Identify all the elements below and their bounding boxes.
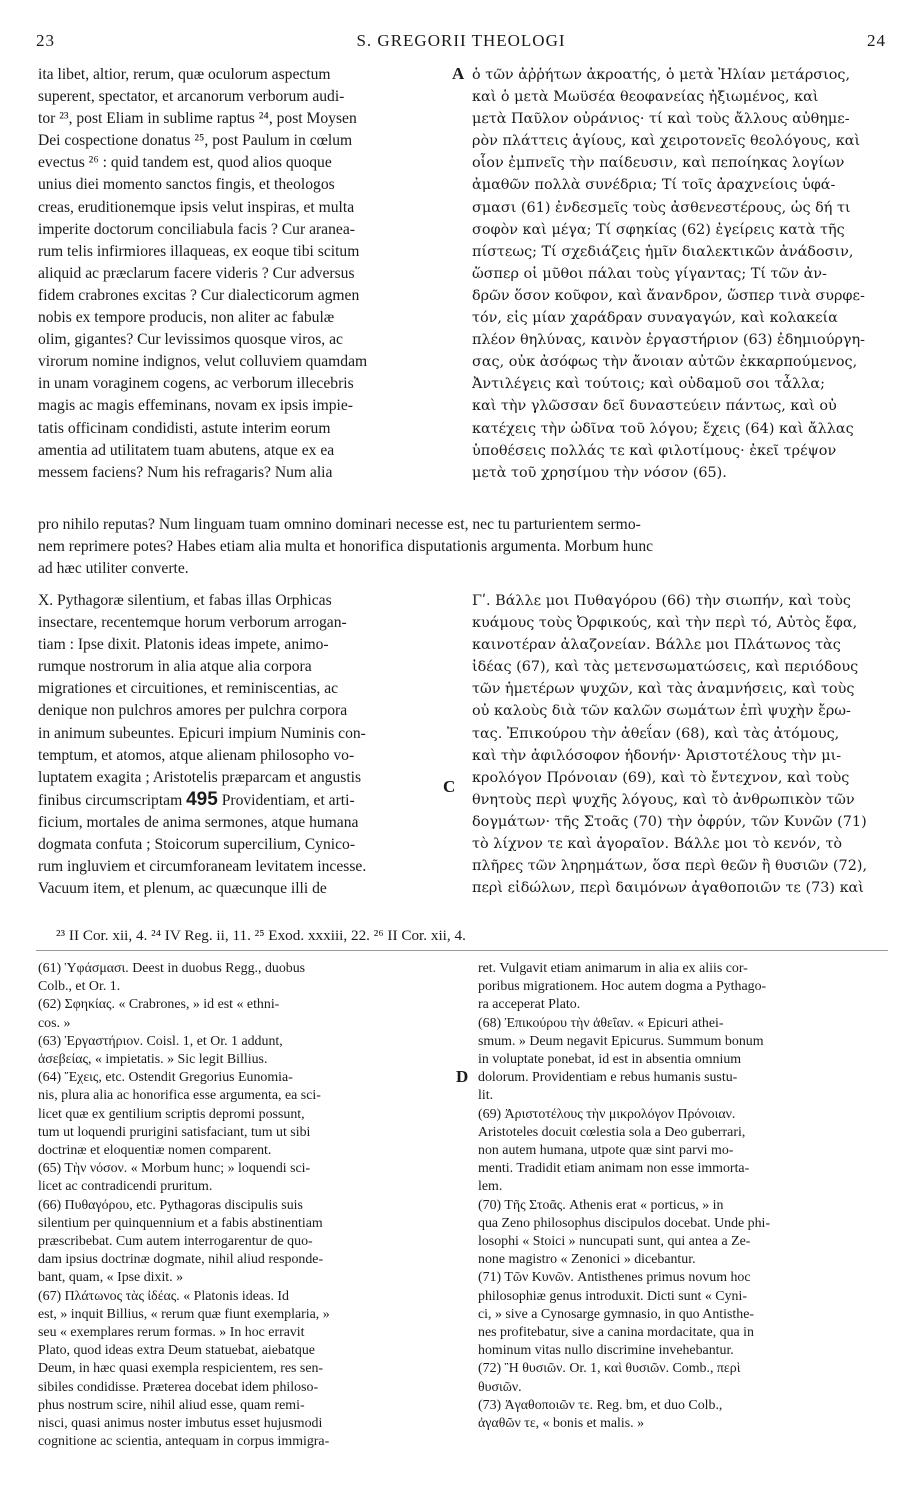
greek-text-line: κατέχεις τὴν ὠδῖνα τοῦ λόγου; ἔχεις (64) καὶ ἄλλας [472,420,854,437]
notes-left-column [38,960,450,1451]
note-line: Deum, in hæc quasi exempla respicientem, res sen- [38,1361,324,1377]
note-line: lit. [478,1088,494,1104]
note-line: ἀσεβείας, « impietatis. » Sic legit Billius. [38,1052,268,1068]
latin-column-section1 [38,64,450,484]
note-line: Aristoteles docuit cœlestia sola a Deo guberrari, [478,1124,746,1140]
note-line: (63) Ἐργαστήριον. Coisl. 1, et Or. 1 addunt, [38,1033,283,1049]
latin-text-line: tor ²³, post Eliam in sublime raptus ²⁴, post Moysen [38,110,357,128]
notes-divider [36,950,888,951]
note-line: cognitione ac scientia, antequam in corpus immigra- [38,1434,330,1450]
notes-right-column [478,960,886,1433]
latin-text-line: nem reprimere potes? Habes etiam alia multa et honorifica disputationis argumenta. Morbum hunc [38,538,654,556]
greek-text-line: πλέον θηλύνας, καινὸν ἐργαστήριον (63) ἐδημιούργη- [472,332,866,349]
latin-text-line: tatis officinam condidisti, astute interim eorum [38,419,331,437]
latin-text-line: dogmata confuta ; Stoicorum supercilium, Cynico- [38,836,356,854]
note-line: ra acceperat Plato. [478,997,581,1013]
note-line: tum ut loquendi prurigini satisfaciant, tum ut sibi [38,1124,311,1140]
greek-text-line: τας. Ἐπικούρου τὴν ἀθεΐαν (68), καὶ τὰς ἀτόμους, [472,725,840,742]
note-line: præscribebat. Cum autem interrogarentur de quo- [38,1234,313,1250]
latin-text-line: pro nihilo reputas? Num linguam tuam omnino dominari necesse est, nec tu parturientem sermo- [38,516,641,533]
greek-text-line: περὶ εἰδώλων, περὶ δαιμόνων ἀγαθοποιῶν τε (73) καὶ [472,880,864,897]
greek-text-line: ὥσπερ οἱ μῦθοι πάλαι τοὺς γίγαντας; Τί τῶν ἀν- [472,265,827,282]
greek-text-line: σοφὸν καὶ μέγα; Τί σφηκίας (62) ἐγείρεις κατὰ τῆς [472,221,845,238]
note-line: (73) Ἀγαθοποιῶν τε. Reg. bm, et duo Colb., [478,1397,723,1413]
right-page-number: 24 [867,31,886,50]
greek-text-line: δογμάτων· τῆς Στοᾶς (70) τὴν ὀφρύν, τῶν Κυνῶν (71) [472,813,867,830]
greek-text-line: ὁ τῶν ἀῤῥήτων ἀκροατής, ὁ μετὰ Ἠλίαν μετάρσιος, [472,67,851,83]
note-line: menti. Tradidit etiam animam non esse immorta- [478,1161,750,1177]
note-line: phus nostrum scire, nihil aliud esse, quam remi- [38,1397,305,1413]
note-line: bant, quam, « Ipse dixit. » [38,1270,184,1286]
greek-column-section2 [472,590,886,899]
latin-text-line: magis ac magis effeminans, novam ex ipsis impie- [38,397,353,415]
greek-text-line: πλῆρες τῶν ληρημάτων, ὅσα περὶ θεῶν ἢ θυσιῶν (72), [472,858,868,875]
greek-text-line: ὑποθέσεις πολλάς τε καὶ φιλοτίμους· ἐκεῖ τρέψον [472,442,837,459]
greek-text-line: πίστεως; Τί σχεδιάζεις ἡμῖν διαλεκτικῶν ἀνάδοσιν, [472,243,854,260]
note-line: poribus migrationem. Hoc autem dogma a Pythago- [478,979,767,995]
latin-text-line: ita libet, altior, rerum, quæ oculorum aspectum [38,66,331,83]
greek-column-section1 [472,64,886,484]
greek-text-line: τῶν ἡμετέρων ψυχῶν, καὶ τὰς ἀναμνήσεις, καὶ τοὺς [472,681,855,698]
greek-text-line: σμασι (61) ἐνδεσμεῖς τοὺς ἀσθενεστέρους, ὡς δή τι [472,199,851,216]
note-line: doctrinæ et eloquentiæ nomen comparent. [38,1143,272,1159]
note-line: (70) Τῆς Στοᾶς. Athenis erat « porticus, » in [478,1197,724,1213]
note-line: ci, » sive a Cynosarge gymnasio, in quo Antisthe- [478,1306,754,1322]
greek-text-line: θνητοὺς περὶ ψυχῆς λόγους, καὶ τὸ ἀνθρωπικὸν τῶν [472,791,855,808]
latin-text-line: insectare, recentemque horum verborum arrogan- [38,614,347,632]
note-line: dolorum. Providentiam e rebus humanis sustu- [478,1070,738,1086]
latin-text-line: imperite doctorum conciliabula facis ? Cur aranea- [38,220,355,238]
greek-text-line: Ἀντιλέγεις καὶ τούτοις; καὶ οὐδαμοῦ σοι τἆλλα; [472,376,825,393]
latin-line-with-page-marker: finibus circumscriptam 495 Providentiam, et arti- [38,788,355,810]
note-line: est, » inquit Billius, « rerum quæ fiunt exemplaria, » [38,1306,330,1322]
latin-text-line: creas, eruditionemque ipsis velut inspiras, et multa [38,198,355,216]
running-header [36,31,886,53]
latin-text-line: aliquid ac præclarum facere videris ? Cur adversus [38,264,355,282]
margin-marker-a: A [452,64,465,83]
note-line: θυσιῶν. [478,1379,522,1395]
note-line: philosophiæ genus introduxit. Dicti sunt « Cyni- [478,1288,747,1304]
latin-text-line: in unam voraginem cogens, ac verborum illecebris [38,375,354,393]
column-page-number: 495 [186,788,218,810]
note-line: (66) Πυθαγόρου, etc. Pythagoras discipulis suis [38,1197,303,1213]
note-line: Plato, quod ideas extra Deum statuebat, aiebatque [38,1343,315,1359]
note-line: silentium per quinquennium et a fabis abstinentiam [38,1215,323,1231]
latin-text-line: olim, gigantes? Cur levissimos quosque viros, ac [38,331,343,349]
latin-text-line: rum ingluviem et circumforaneam levitatem incesse. [38,858,367,876]
note-line: nisci, quasi animus noster imbutus esset hujusmodi [38,1416,323,1432]
note-line: ret. Vulgavit etiam animarum in alia ex aliis cor- [478,961,748,976]
note-line: sibiles condidisse. Præterea docebat idem philoso- [38,1379,319,1395]
latin-text-line: Dei cospectione donatus ²⁵, post Paulum in cœlum [38,132,353,150]
greek-text-line: ρὸν πλάττεις ἁγίους, καὶ χειροτονεῖς θεολόγους, καὶ [472,133,861,150]
note-line: (67) Πλάτωνος τὰς ἰδέας. « Platonis ideas. Id [38,1288,289,1304]
note-line: (64) Ἔχεις, etc. Ostendit Gregorius Eunomia- [38,1070,293,1086]
latin-text-line: nobis ex tempore producis, non aliter ac fabulæ [38,309,335,327]
latin-text-line: X. Pythagoræ silentium, et fabas illas Orphicas [38,592,332,609]
latin-text-line: evectus ²⁶ : quid tandem est, quod alios quoque [38,154,332,172]
latin-text-line: ficium, mortales de anima sermones, atque humana [38,813,359,831]
latin-text-line: denique non pulchros amores per pulchra corpora [38,702,348,720]
latin-text-line: in animum subeuntes. Epicuri impium Numinis con- [38,724,366,742]
latin-text-line: unius diei momento sanctos fingis, et theologos [38,176,335,194]
greek-text-line: μετὰ Παῦλον οὐράνιος· τί καὶ τοὺς ἄλλους αὐθημε- [472,111,850,128]
latin-text-line: Vacuum item, et plenum, ac quæcunque illi de [38,880,327,898]
note-line: dam ipsius doctrinæ dogmate, nihil aliud responde- [38,1252,324,1268]
latin-text-line: fidem crabrones excitas ? Cur dialecticorum agmen [38,286,360,304]
note-line: (72) Ἢ θυσιῶν. Or. 1, καὶ θυσιῶν. Comb., περὶ [478,1361,741,1377]
latin-text-line: amentia ad utilitatem tuam abutens, atque ex ea [38,441,335,459]
note-line: ἀγαθῶν τε, « bonis et malis. » [478,1416,645,1432]
note-line: non autem humana, utpote quæ sint parvi mo- [478,1143,734,1159]
greek-text-line: σας, οὐκ ἀσόφως τὴν ἄνοιαν αὐτῶν ἐκκαρπούμενος, [472,354,858,371]
running-title: S. GREGORII THEOLOGI [356,31,566,50]
note-line: lem. [478,1179,503,1195]
latin-text-line: ad hæc utiliter converte. [38,560,189,578]
latin-text-line: messem faciens? Num his refragaris? Num alia [38,463,333,481]
note-line: in voluptate ponebat, id est in absentia omnium [478,1052,742,1068]
greek-text-line: μετὰ τοῦ χρησίμου τὴν νόσον (65). [472,464,727,481]
greek-text-line: τόν, εἰς μίαν χαράδραν συναγαγών, καὶ κολακεία [472,310,838,327]
greek-text-line: ἀμαθῶν πολλὰ συνέδρια; Τί τοῖς ἀραχνείοις ὑφά- [472,177,836,194]
greek-text-line: οἷον ἐμπνεῖς τὴν παίδευσιν, καὶ πεποίηκας λογίων [472,155,845,172]
greek-text-line: Γʹ. Βάλλε μοι Πυθαγόρου (66) τὴν σιωπήν, καὶ τοὺς [472,593,851,609]
note-line: Colb., et Or. 1. [38,979,121,995]
note-line: hominum vitas nullo discrimine invehebantur. [478,1343,734,1359]
scripture-references: ²³ II Cor. xii, 4. ²⁴ IV Reg. ii, 11. ²⁵ Exod. xxxiii, 22. ²⁶ II Cor. xii, 4. [56,927,466,944]
greek-text-line: δρῶν ὅσον κοῦφον, καὶ ἄνανδρον, ὥσπερ τινὰ συρφε- [472,287,865,304]
note-line: (71) Τῶν Κυνῶν. Antisthenes primus novum hoc [478,1270,751,1286]
note-line: cos. » [38,1015,71,1031]
note-line: (69) Ἀριστοτέλους τὴν μικρολόγον Πρόνοιαν. [478,1106,736,1122]
note-line: losophi « Stoici » nuncupati sunt, qui antea a Ze- [478,1234,751,1250]
left-page-number: 23 [36,31,55,50]
note-line: nes profitebatur, sive a canina mordacitate, qua in [478,1325,754,1341]
latin-column-section2 [38,590,450,900]
latin-text-line: rumque nostrorum in alia atque alia corpora [38,658,312,676]
greek-text-line: κρολόγον Πρόνοιαν (69), καὶ τὸ ἔντεχνον, καὶ τοὺς [472,769,850,786]
greek-text-line: καὶ ὁ μετὰ Μωϋσέα θεοφανείας ἠξιωμένος, καὶ [472,89,819,106]
note-line: licet quæ ex gentilium scriptis depromi possunt, [38,1106,305,1122]
margin-marker-c: C [443,777,456,796]
note-line: (65) Τὴν νόσον. « Morbum hunc; » loquendi sci- [38,1161,311,1177]
note-line: (61) Ὑφάσμασι. Deest in duobus Regg., duobus [38,961,306,976]
greek-text-line: καὶ τὴν γλῶσσαν δεῖ δυναστεύειν πάντως, καὶ οὐ [472,398,837,415]
latin-text-line: tiam : Ipse dixit. Platonis ideas impete, animo- [38,636,329,654]
note-line: licet ac contradicendi pruritum. [38,1179,213,1195]
note-line: (62) Σφηκίας. « Crabrones, » id est « ethni- [38,997,280,1013]
note-line: seu « exemplares rerum formas. » In hoc erravit [38,1325,305,1341]
note-line: qua Zeno philosophus discipulos docebat. Unde phi- [478,1215,771,1231]
greek-text-line: ἰδέας (67), καὶ τὰς μετενσωματώσεις, καὶ περιόδους [472,659,859,676]
greek-text-line: τὸ λίχνον τε καὶ ἀγοραῖον. Βάλλε μοι τὸ κενόν, τὸ [472,836,843,853]
note-line: none magistro « Zenonici » dicebantur. [478,1252,696,1268]
latin-text-line: virorum nomine indignos, velut colluviem quamdam [38,353,368,371]
greek-text-line: οὐ καλοὺς διὰ τῶν καλῶν σωμάτων ἐπὶ ψυχὴν ἔρω- [472,703,851,720]
greek-text-line: καινοτέραν ἀλαζονείαν. Βάλλε μοι Πλάτωνος τὰς [472,637,841,654]
greek-text-line: καὶ τὴν ἀφιλόσοφον ἡδονήν· Ἀριστοτέλους τὴν μι- [472,747,842,764]
note-line: (68) Ἐπικούρου τὴν ἀθεΐαν. « Epicuri athei- [478,1015,724,1031]
latin-text-line: luptatem exagita ; Aristotelis præparcam et angustis [38,768,362,786]
latin-text-line: migrationes et circuitiones, et reminiscentias, ac [38,680,339,698]
full-width-latin-continuation [38,514,888,580]
latin-text-line: superent, spectator, et arcanorum verborum audi- [38,88,345,106]
latin-text-line: temptum, et atomos, atque alienam philosopho vo- [38,746,355,764]
greek-text-line: κυάμους τοὺς Ὀρφικούς, καὶ τὴν περὶ τό, Αὐτὸς ἔφα, [472,615,858,632]
note-line: nis, plura alia ac honorifica esse argumenta, ea sci- [38,1088,321,1104]
latin-text-line: rum telis infirmiores illaqueas, ex eoque tibi scitum [38,242,360,260]
note-line: smum. » Deum negavit Epicurus. Summum bonum [478,1033,764,1049]
margin-marker-d: D [456,1067,469,1086]
